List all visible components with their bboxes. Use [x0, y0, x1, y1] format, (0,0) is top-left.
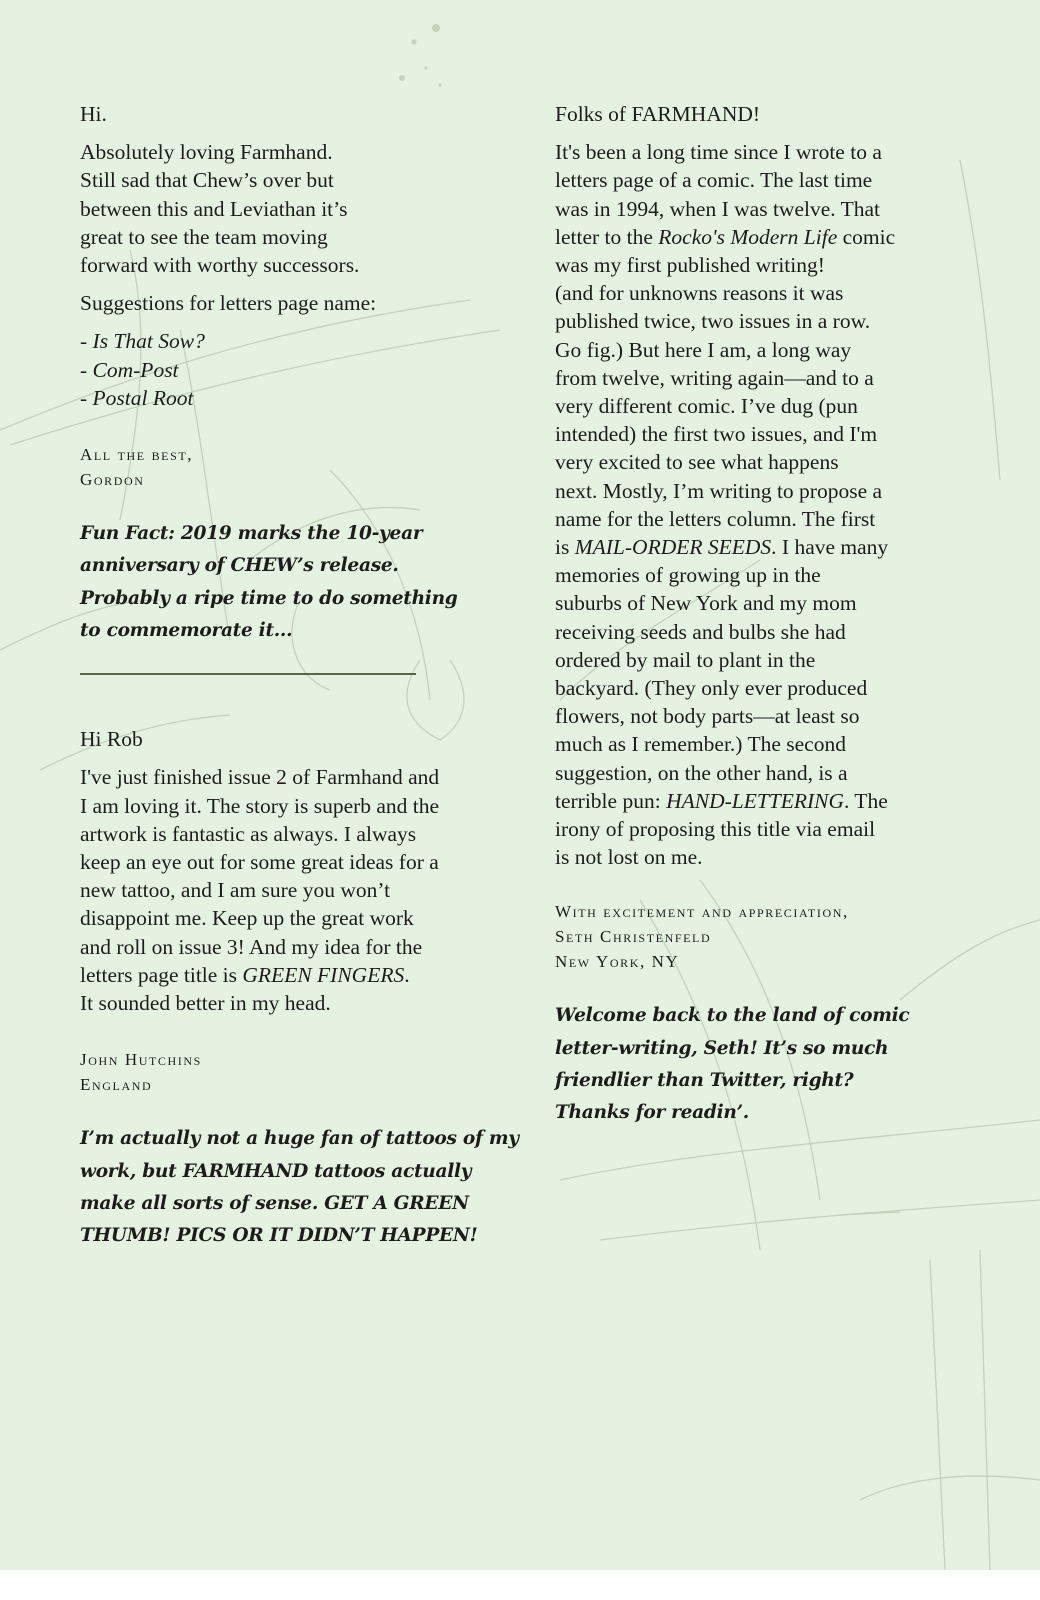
letter-divider: [80, 673, 416, 675]
body-line: published twice, two issues in a row.: [555, 309, 871, 334]
editor-reply: [80, 1123, 520, 1252]
body-text: terrible pun:: [555, 788, 667, 813]
body-line: suggestion, on the other hand, is a: [555, 760, 848, 785]
body-line: very excited to see what happens: [555, 450, 839, 475]
body-line: I've just finished issue 2 of Farmhand and: [80, 765, 440, 790]
letter-greeting: Hi.: [80, 102, 107, 126]
reply-line: Welcome back to the land of comic: [555, 1005, 910, 1027]
sketch-stroke: [600, 1200, 1040, 1240]
body-line: name for the letters column. The first: [555, 506, 876, 531]
sketch-splatter: [439, 84, 442, 87]
sketch-stroke: [860, 1476, 1040, 1500]
body-line: [555, 533, 955, 561]
body-text: .: [404, 962, 410, 987]
body-line: much as I remember.) The second: [555, 732, 846, 757]
body-line: It's been a long time since I wrote to a: [555, 140, 882, 165]
suggested-title: GREEN FINGERS: [242, 962, 405, 987]
signoff: All the best,: [80, 445, 194, 465]
letter-body: [80, 763, 520, 1017]
body-line: keep an eye out for some great ideas for a: [80, 850, 439, 875]
body-text: . The: [844, 788, 888, 813]
body-line: from twelve, writing again—and to a: [555, 365, 874, 390]
suggested-title: HAND-LETTERING: [666, 788, 845, 813]
editor-reply: [80, 518, 520, 647]
body-line: between this and Leviathan it’s: [80, 196, 348, 221]
body-line: Still sad that Chew’s over but: [80, 168, 334, 193]
editor-reply: [555, 1000, 955, 1129]
body-text: is: [555, 535, 575, 560]
body-line: receiving seeds and bulbs she had: [555, 619, 846, 644]
letter-gordon: [80, 100, 520, 647]
letter-greeting: Hi Rob: [80, 727, 143, 752]
reply-line: to commemorate it...: [80, 619, 293, 641]
reply-line: THUMB! PICS OR IT DIDN’T HAPPEN!: [80, 1225, 478, 1247]
sketch-stroke: [960, 160, 1000, 480]
signer-location: New York, NY: [555, 952, 680, 972]
reply-line: Fun Fact: 2019 marks the 10-year: [80, 523, 423, 545]
sketch-stroke: [930, 1260, 945, 1570]
body-line: It sounded better in my head.: [80, 991, 331, 1016]
letter-body: [80, 138, 520, 279]
suggestion-item: - Postal Root: [80, 385, 194, 410]
sketch-splatter: [412, 40, 417, 45]
reply-line: anniversary of CHEW’s release.: [80, 555, 399, 577]
body-line: very different comic. I’ve dug (pun: [555, 394, 858, 419]
suggestions-list: [80, 327, 520, 412]
body-line: Absolutely loving Farmhand.: [80, 140, 333, 165]
reply-line: I’m actually not a huge fan of tattoos of my: [80, 1128, 519, 1150]
signoff: With excitement and appreciation,: [555, 902, 849, 922]
body-line: letters page of a comic. The last time: [555, 168, 873, 193]
body-line: [80, 961, 520, 989]
letter-greeting: Folks of FARMHAND!: [555, 102, 761, 126]
suggestions-intro: Suggestions for letters page name:: [80, 291, 377, 316]
reply-line: work, but FARMHAND tattoos actually: [80, 1160, 472, 1182]
left-column: [80, 100, 520, 1252]
body-line: flowers, not body parts—at least so: [555, 704, 860, 729]
signer-name: Seth Christenfeld: [555, 927, 712, 947]
body-line: and roll on issue 3! And my idea for the: [80, 934, 423, 959]
body-line: disappoint me. Keep up the great work: [80, 906, 414, 931]
comic-title: Rocko's Modern Life: [658, 224, 838, 249]
body-line: Go fig.) But here I am, a long way: [555, 337, 852, 362]
sketch-splatter: [399, 75, 405, 81]
reply-line: Probably a ripe time to do something: [80, 587, 458, 609]
reply-line: make all sorts of sense. GET A GREEN: [80, 1192, 469, 1214]
letter-signature: [80, 442, 520, 492]
body-line: ordered by mail to plant in the: [555, 647, 816, 672]
reply-line: Thanks for readin’.: [555, 1102, 749, 1124]
body-line: (and for unknowns reasons it was: [555, 281, 844, 306]
body-line: [555, 223, 955, 251]
body-line: new tattoo, and I am sure you won’t: [80, 878, 391, 903]
reply-line: friendlier than Twitter, right?: [555, 1070, 854, 1092]
body-line: irony of proposing this title via email: [555, 817, 876, 842]
body-line: memories of growing up in the: [555, 563, 821, 588]
body-line: artwork is fantastic as always. I always: [80, 821, 417, 846]
body-line: intended) the first two issues, and I'm: [555, 422, 878, 447]
body-text: letters page title is: [80, 962, 243, 987]
sketch-splatter: [432, 24, 440, 32]
letter-signature: [80, 1047, 520, 1097]
body-line: is not lost on me.: [555, 845, 703, 870]
letter-john-hutchins: [80, 725, 520, 1252]
body-line: suburbs of New York and my mom: [555, 591, 857, 616]
letter-seth-christenfeld: [555, 100, 955, 1130]
body-line: next. Mostly, I’m writing to propose a: [555, 478, 883, 503]
signer-name: Gordon: [80, 470, 145, 490]
signer-name: John Hutchins: [80, 1050, 202, 1070]
body-line: backyard. (They only ever produced: [555, 676, 868, 701]
body-line: was in 1994, when I was twelve. That: [555, 196, 881, 221]
right-column: [555, 100, 955, 1130]
sketch-splatter: [425, 67, 428, 70]
body-line: was my first published writing!: [555, 253, 825, 278]
letter-body: [555, 138, 955, 871]
sketch-stroke: [980, 1250, 990, 1570]
body-text: . I have many: [771, 535, 889, 560]
suggested-title: MAIL-ORDER SEEDS: [574, 535, 772, 560]
letter-signature: [555, 899, 955, 974]
body-line: forward with worthy successors.: [80, 253, 360, 278]
signer-location: England: [80, 1075, 153, 1095]
reply-line: letter-writing, Seth! It’s so much: [555, 1037, 889, 1059]
suggestion-item: - Com-Post: [80, 357, 179, 382]
body-text: comic: [837, 224, 896, 249]
body-text: letter to the: [555, 224, 659, 249]
body-line: I am loving it. The story is superb and the: [80, 793, 440, 818]
body-line: great to see the team moving: [80, 224, 328, 249]
sketch-stroke: [840, 1212, 900, 1215]
suggestion-item: - Is That Sow?: [80, 329, 205, 354]
body-line: [555, 787, 955, 815]
